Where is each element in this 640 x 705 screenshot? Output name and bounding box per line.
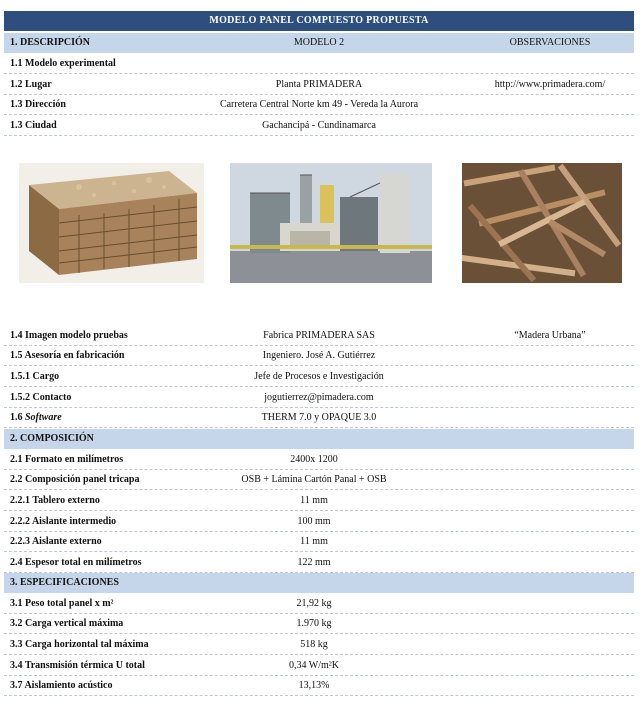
row-label: 3.1 Peso total panel x m² xyxy=(10,598,114,609)
row-label-prefix: 1.6 xyxy=(10,412,25,423)
row-label: 3.3 Carga horizontal tal máxima xyxy=(10,639,149,650)
row-label: 2.2.3 Aislante externo xyxy=(10,536,102,547)
table-row xyxy=(4,656,634,676)
table-row xyxy=(4,614,634,634)
row-value: Jefe de Procesos e Investigación xyxy=(254,371,384,382)
row-label: 1.5.2 Contacto xyxy=(10,392,72,403)
row-value: Gachancipá - Cundinamarca xyxy=(262,120,376,131)
table-row xyxy=(4,594,634,614)
row-label: 3.2 Carga vertical máxima xyxy=(10,618,124,629)
section-header-especificaciones xyxy=(4,573,634,593)
section-title: 2. COMPOSICIÓN xyxy=(10,433,94,444)
column-header-model: MODELO 2 xyxy=(293,37,345,48)
row-label: 1.3 Dirección xyxy=(10,99,66,110)
row-value: 13,13% xyxy=(298,680,330,691)
wood-waste-image xyxy=(462,163,622,283)
row-label: 1.5.1 Cargo xyxy=(10,371,60,382)
section-title: 3. ESPECIFICACIONES xyxy=(10,577,119,588)
composite-panel-image xyxy=(19,163,204,283)
row-label: 2.4 Espesor total en milímetros xyxy=(10,557,142,568)
table-row xyxy=(4,326,634,346)
row-label: 3.4 Transmisión térmica U total xyxy=(10,660,145,671)
table-row xyxy=(4,54,634,74)
table-row xyxy=(4,367,634,387)
row-label: 2.2 Composición panel tricapa xyxy=(10,474,140,485)
row-label: 2.1 Formato en milímetros xyxy=(10,454,124,465)
row-label: 2.2.1 Tablero externo xyxy=(10,495,100,506)
row-value: THERM 7.0 y OPAQUE 3.0 xyxy=(261,412,377,423)
row-label: 1.1 Modelo experimental xyxy=(10,58,116,69)
column-header-observations: OBSERVACIONES xyxy=(509,37,591,48)
row-label: 3.7 Aislamiento acústico xyxy=(10,680,113,691)
contact-email[interactable]: jogutierrez@pimadera.com xyxy=(264,392,374,403)
row-value: 11 mm xyxy=(300,495,328,506)
row-value: 518 kg xyxy=(300,639,328,650)
row-label: 1.2 Lugar xyxy=(10,79,52,90)
row-value: Ingeniero. José A. Gutiérrez xyxy=(262,350,376,361)
table-row xyxy=(4,346,634,366)
table-row xyxy=(4,676,634,696)
table-row xyxy=(4,470,634,490)
row-value: 100 mm xyxy=(297,516,331,527)
row-value: 21,92 kg xyxy=(296,598,332,609)
row-value: 11 mm xyxy=(300,536,328,547)
table-row xyxy=(4,512,634,532)
row-value: Fabrica PRIMADERA SAS xyxy=(263,330,375,341)
row-value: 2400x 1200 xyxy=(290,454,338,465)
row-value: 122 mm xyxy=(297,557,331,568)
row-value: Planta PRIMADERA xyxy=(275,79,363,90)
website-link[interactable]: http://www.primadera.com/ xyxy=(494,79,606,90)
table-row xyxy=(4,116,634,136)
table-row xyxy=(4,553,634,573)
plant-image xyxy=(230,163,432,283)
row-label: 1.4 Imagen modelo pruebas xyxy=(10,330,128,341)
row-observation: “Madera Urbana” xyxy=(514,330,586,341)
section-title: 1. DESCRIPCIÓN xyxy=(10,37,91,48)
section-header-composicion xyxy=(4,429,634,449)
table-row xyxy=(4,450,634,470)
table-row xyxy=(4,408,634,428)
table-row xyxy=(4,491,634,511)
row-label: 1.5 Asesoría en fabricación xyxy=(10,350,125,361)
row-label xyxy=(10,408,62,428)
row-label-italic: Software xyxy=(25,412,62,423)
sheet-title: MODELO PANEL COMPUESTO PROPUESTA xyxy=(4,11,634,31)
table-row xyxy=(4,75,634,95)
table-row xyxy=(4,388,634,408)
row-label: 1.3 Ciudad xyxy=(10,120,57,131)
table-row xyxy=(4,635,634,655)
row-value: Carretera Central Norte km 49 - Vereda la Aurora xyxy=(219,99,419,110)
row-value: 0,34 W/m²K xyxy=(288,660,340,671)
row-value: 1.970 kg xyxy=(296,618,332,629)
row-label: 2.2.2 Aislante intermedio xyxy=(10,516,117,527)
section-header-descripcion xyxy=(4,33,634,53)
table-row xyxy=(4,532,634,552)
table-row xyxy=(4,95,634,115)
row-value: OSB + Lámina Cartón Panal + OSB xyxy=(241,474,387,485)
